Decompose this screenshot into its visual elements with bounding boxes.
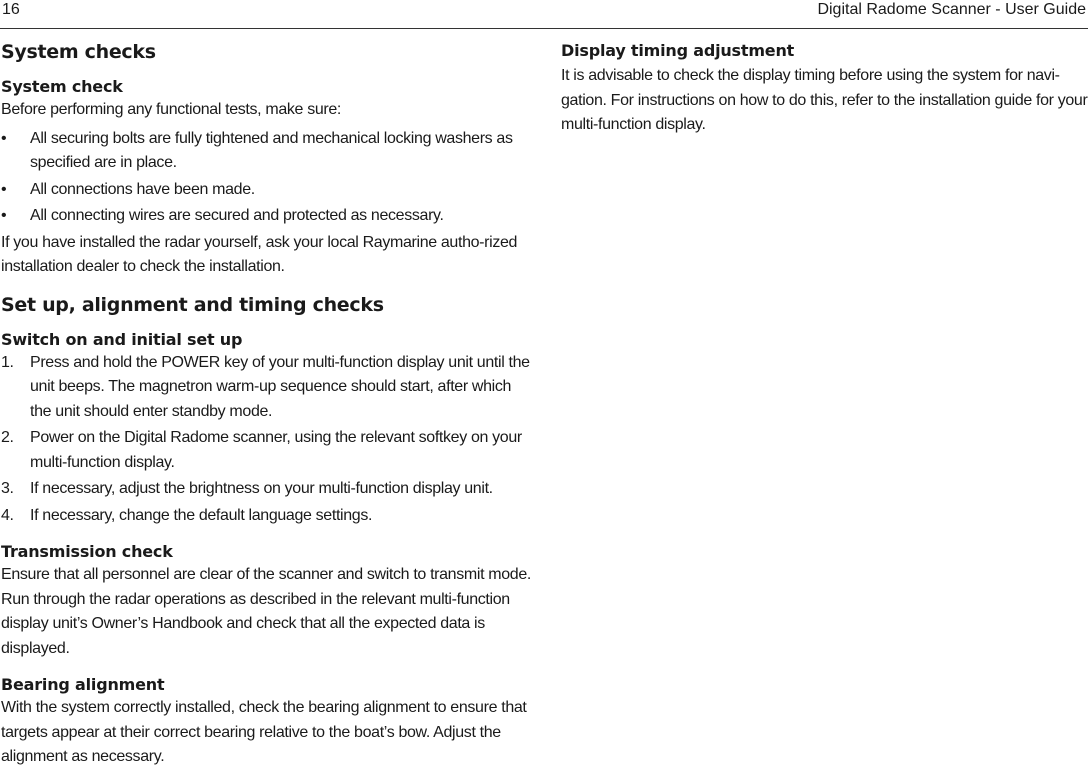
subheading-system-check: System check [1,77,123,96]
list-item-text: If necessary, change the default language settings. [30,506,373,524]
list-item [1,178,535,203]
list-item [1,504,535,529]
subheading-bearing: Bearing alignment [1,675,165,694]
list-item [1,351,535,425]
list-item [1,204,535,229]
step-number: 3. [1,480,14,497]
display-timing-text: It is advisable to check the display timing before using the system for navi-gation. For instructions on how to do this, refer to the installation guide for your multi-function display. [561,67,1088,133]
bearing-text: With the system correctly installed, check the bearing alignment to ensure that targets appear at their correct bearing relative to the boat’s bow. Adjust the alignment as necessary. [1,699,527,765]
subheading-display-timing: Display timing adjustment [561,41,795,60]
left-column [1,38,535,770]
list-item-text: All securing bolts are fully tightened and mechanical locking washers as specified are in place. [30,129,513,171]
step-number: 1. [1,353,14,371]
step-number: 4. [1,506,14,524]
running-title: Digital Radome Scanner - User Guide [817,1,1086,18]
list-item-text: Power on the Digital Radome scanner, using the relevant softkey on your multi-function display. [30,429,522,471]
page-header [0,0,1090,30]
section-heading-system-checks: System checks [1,41,156,63]
transmission-text: Ensure that all personnel are clear of the scanner and switch to transmit mode. Run through the radar operations as described in the relevant multi-function display unit’s Owner’s Handbook and check that all the expected data is displayed. [1,566,531,657]
system-check-bullet-list [1,127,535,229]
header-rule [0,28,1088,29]
right-column [561,38,1089,138]
switch-on-steps [1,351,535,529]
list-item-text: All connections have been made. [30,180,255,198]
bullet-marker: • [1,129,7,147]
section-heading-setup: Set up, alignment and timing checks [1,293,384,316]
system-check-intro: Before performing any functional tests, make sure: [1,101,342,118]
list-item [1,127,535,176]
list-item [1,477,535,502]
page-number: 16 [2,1,20,18]
bullet-marker: • [1,180,7,198]
bullet-marker: • [1,207,7,224]
subheading-switch-on: Switch on and initial set up [1,329,243,349]
list-item-text: If necessary, adjust the brightness on your multi-function display unit. [30,480,493,497]
system-check-note: If you have installed the radar yourself, ask your local Raymarine autho-rized installation dealer to check the installation. [1,233,518,275]
subheading-transmission: Transmission check [1,542,173,561]
step-number: 2. [1,429,14,446]
list-item-text: Press and hold the POWER key of your multi-function display unit until the unit beeps. The magnetron warm-up sequence should start, after which the unit should enter standby mode. [30,353,530,420]
list-item-text: All connecting wires are secured and protected as necessary. [30,207,444,224]
list-item [1,426,535,475]
